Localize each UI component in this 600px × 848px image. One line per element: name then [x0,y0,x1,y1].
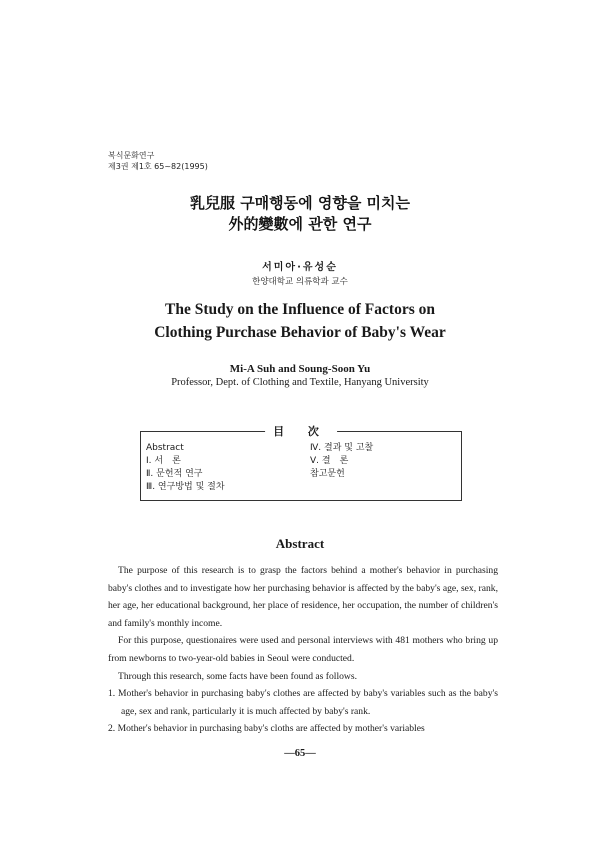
korean-title [0,193,600,235]
toc-item: Ⅳ. 결과 및 고찰 [310,443,374,453]
toc-item: Abstract [146,443,184,453]
english-title-line-2: Clothing Purchase Behavior of Baby's Wear [154,324,446,341]
journal-volume: 제3권 제1호 65~82(1995) [108,162,208,171]
abstract-list-item: 2. Mother's behavior in purchasing baby's cloths are affected by mother's variables [108,723,425,735]
korean-authors: 서미아·유성순 [262,262,338,273]
korean-title-line-2: 外的變數에 관한 연구 [228,215,372,233]
abstract-body [108,562,498,738]
korean-affiliation: 한양대학교 의류학과 교수 [252,277,348,287]
korean-title-line-1: 乳兒服 구매행동에 영향을 미치는 [189,194,411,212]
abstract-heading: Abstract [275,536,325,551]
toc-item: Ⅲ. 연구방법 및 절차 [146,482,225,492]
english-authors: Mi-A Suh and Soung-Soon Yu [229,363,371,375]
toc-left-column [146,442,225,494]
abstract-list-item: 1. Mother's behavior in purchasing baby's clothes are affected by baby's variables such as the baby's age, sex and rank, particularly it is much affected by baby's rank. [108,688,498,717]
toc-item: Ⅱ. 문헌적 연구 [146,469,203,479]
abstract-paragraph: The purpose of this research is to grasp the factors behind a mother's behavior in purchasing baby's clothes and to investigate how her purchasing behavior is affected by the baby's age, sex, rank, her age, her educational background, her place of residence, her occupation, the number of children's and family's monthly income. [108,565,498,629]
english-title-line-1: The Study on the Influence of Factors on [165,301,435,318]
toc-item: 참고문헌 [310,469,345,479]
toc-item: Ⅰ. 서 론 [146,456,181,466]
table-of-contents [140,425,462,501]
journal-name: 복식문화연구 [108,151,155,160]
journal-header [108,150,208,172]
english-affiliation: Professor, Dept. of Clothing and Textile, Hanyang University [171,377,429,388]
toc-title: 目 次 [265,423,337,439]
english-title [0,298,600,344]
abstract-paragraph: For this purpose, questionaires were used and personal interviews with 481 mothers who bring up from newborns to two-year-old babies in Seoul were conducted. [108,635,498,664]
toc-right-column [310,442,373,481]
page-number: —65— [284,748,316,759]
abstract-paragraph: Through this research, some facts have been found as follows. [118,670,357,682]
toc-item: Ⅴ. 결 론 [310,456,349,466]
